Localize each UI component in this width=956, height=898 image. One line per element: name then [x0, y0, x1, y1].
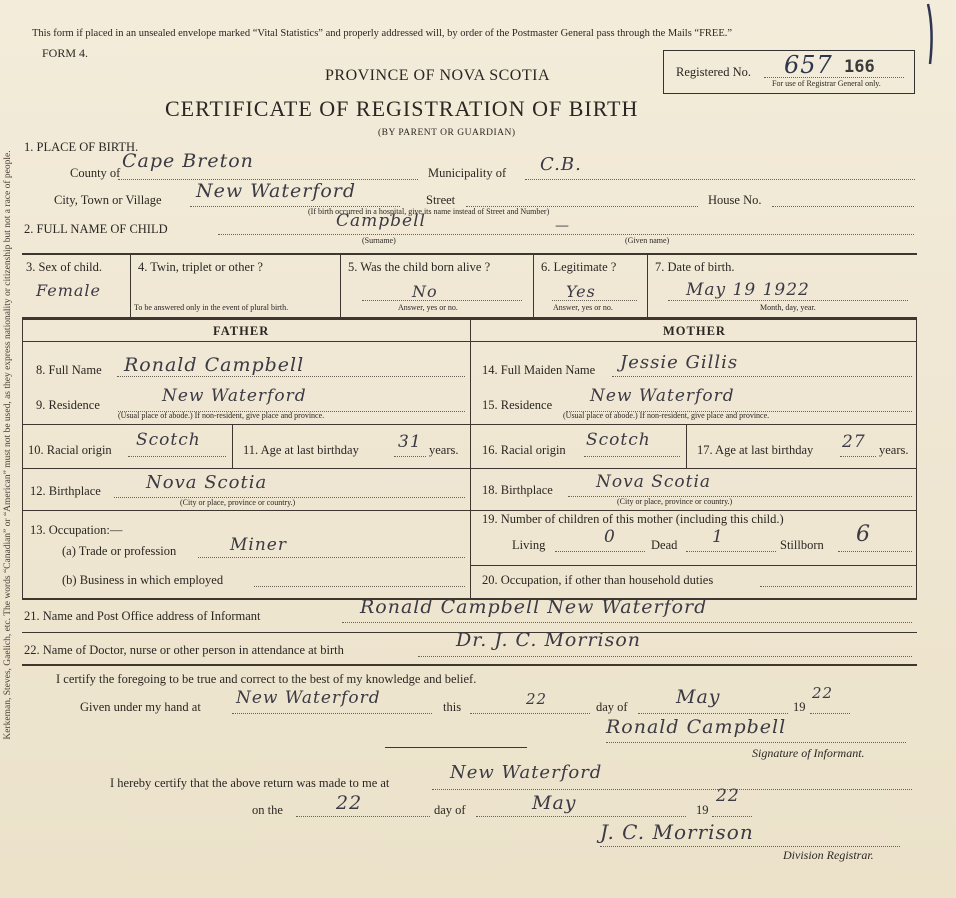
dead-label: Dead [651, 538, 678, 552]
registrar-signature-label: Division Registrar. [783, 848, 874, 862]
given-place-value: New Waterford [236, 688, 381, 708]
informant-signature: Ronald Campbell [606, 716, 787, 738]
registrar-signature: J. C. Morrison [600, 820, 754, 844]
place-heading: 1. PLACE OF BIRTH. [24, 140, 139, 154]
sex-value: Female [36, 281, 101, 300]
dead-value: 1 [712, 527, 724, 547]
father-birthplace-note: (City or place, province or country.) [180, 498, 296, 507]
page-title: CERTIFICATE OF REGISTRATION OF BIRTH [165, 96, 639, 121]
father-residence-note: (Usual place of abode.) If non-resident, give place and province. [118, 411, 325, 420]
hospital-note: (If birth occurred in a hospital, give its name instead of Street and Number) [308, 207, 550, 216]
father-racial-value: Scotch [136, 430, 201, 450]
mother-years-label: years. [879, 443, 909, 457]
municipality-label: Municipality of [428, 166, 507, 180]
father-name-value: Ronald Campbell [124, 354, 305, 376]
mother-occupation-label: 20. Occupation, if other than household duties [482, 573, 714, 587]
trade-label: (a) Trade or profession [62, 544, 177, 558]
this-label: this [443, 700, 462, 714]
informant-signature-label: Signature of Informant. [752, 746, 865, 760]
registrar-day-of-label: day of [434, 803, 466, 817]
date-note: Month, day, year. [760, 303, 816, 312]
occupation-label: 13. Occupation:— [30, 523, 123, 537]
province-heading: PROVINCE OF NOVA SCOTIA [325, 67, 551, 84]
mother-age-label: 17. Age at last birthday [697, 443, 814, 457]
date-label: 7. Date of birth. [655, 260, 735, 274]
registrar-on-the-label: on the [252, 803, 283, 817]
date-value: May 19 1922 [686, 280, 810, 300]
father-heading: FATHER [213, 324, 270, 338]
side-note [0, 10, 13, 890]
mother-birthplace-label: 18. Birthplace [482, 483, 553, 497]
business-label: (b) Business in which employed [62, 573, 224, 587]
certify-year-value: 22 [812, 684, 834, 702]
mother-age-value: 27 [842, 432, 866, 452]
father-age-value: 31 [398, 432, 422, 452]
doctor-label: 22. Name of Doctor, nurse or other person in attendance at birth [24, 643, 344, 657]
mother-name-label: 14. Full Maiden Name [482, 363, 596, 377]
mother-name-value: Jessie Gillis [620, 352, 739, 373]
given-label: Given under my hand at [80, 700, 201, 714]
registered-label: Registered No. [676, 65, 751, 79]
mother-birthplace-note: (City or place, province or country.) [617, 497, 733, 506]
father-name-label: 8. Full Name [36, 363, 102, 377]
pen-mark [920, 0, 940, 70]
doctor-value: Dr. J. C. Morrison [456, 629, 642, 651]
alive-note: Answer, yes or no. [398, 303, 458, 312]
side-note-text: Kerkeman, Steves, Gaelich, etc. The words “Canadian” or “American” must not be used, as they express nationality or citizenship but not a race of people. [3, 150, 13, 740]
county-value: Cape Breton [122, 150, 254, 172]
street-label: Street [426, 193, 456, 207]
registrar-note: For use of Registrar General only. [772, 79, 881, 88]
living-label: Living [512, 538, 546, 552]
father-birthplace-label: 12. Birthplace [30, 484, 101, 498]
twin-label: 4. Twin, triplet or other ? [138, 260, 263, 274]
legit-note: Answer, yes or no. [553, 303, 613, 312]
registered-stamp: 166 [844, 57, 875, 77]
house-label: House No. [708, 193, 762, 207]
mother-residence-label: 15. Residence [482, 398, 553, 412]
legit-value: Yes [566, 282, 596, 301]
certify-year-prefix: 19 [793, 700, 806, 714]
registered-number: 657 [784, 51, 833, 79]
mother-heading: MOTHER [663, 324, 726, 338]
sex-label: 3. Sex of child. [26, 260, 103, 274]
child-given-value: — [555, 218, 570, 234]
stillborn-label: Stillborn [780, 538, 824, 552]
county-label: County of [70, 166, 121, 180]
mother-racial-value: Scotch [586, 430, 651, 450]
registration-box [663, 50, 915, 94]
mother-residence-value: New Waterford [590, 386, 735, 406]
living-value: 0 [604, 527, 616, 547]
children-label: 19. Number of children of this mother (including this child.) [482, 512, 784, 526]
mother-residence-note: (Usual place of abode.) If non-resident, give place and province. [563, 411, 770, 420]
registrar-place-value: New Waterford [450, 762, 603, 783]
certify-day-value: 22 [526, 690, 548, 708]
municipality-value: C.B. [540, 154, 582, 175]
mother-birthplace-value: Nova Scotia [596, 472, 712, 492]
father-age-label: 11. Age at last birthday [243, 443, 359, 457]
registrar-day-value: 22 [336, 792, 363, 814]
legit-label: 6. Legitimate ? [541, 260, 617, 274]
registrar-month-value: May [532, 792, 577, 814]
child-name-label: 2. FULL NAME OF CHILD [24, 222, 168, 236]
father-residence-label: 9. Residence [36, 398, 100, 412]
form-number: FORM 4. [42, 46, 89, 60]
city-label: City, Town or Village [54, 193, 162, 207]
mother-racial-label: 16. Racial origin [482, 443, 566, 457]
certify-day-of-label: day of [596, 700, 628, 714]
certify-month-value: May [676, 686, 721, 708]
registrar-statement: I hereby certify that the above return was made to me at [110, 776, 390, 790]
registrar-year-value: 22 [716, 786, 740, 806]
father-years-label: years. [429, 443, 459, 457]
twin-note: To be answered only in the event of plural birth. [134, 303, 289, 312]
informant-value: Ronald Campbell New Waterford [360, 596, 708, 618]
informant-label: 21. Name and Post Office address of Informant [24, 609, 261, 623]
certify-statement: I certify the foregoing to be true and correct to the best of my knowledge and belief. [56, 672, 477, 686]
father-birthplace-value: Nova Scotia [146, 472, 268, 493]
alive-value: No [412, 282, 438, 301]
surname-note: (Surname) [362, 236, 396, 245]
given-note: (Given name) [625, 236, 670, 245]
trade-value: Miner [230, 535, 287, 555]
page-subtitle: (BY PARENT OR GUARDIAN) [378, 128, 516, 138]
registrar-year-prefix: 19 [696, 803, 709, 817]
father-residence-value: New Waterford [162, 386, 307, 406]
stillborn-value: 6 [856, 522, 871, 547]
postal-notice: This form if placed in an unsealed envelope marked “Vital Statistics” and properly addressed will, by order of the Postmaster General pass through the Mails “FREE.” [32, 28, 733, 39]
city-value: New Waterford [196, 180, 357, 202]
alive-label: 5. Was the child born alive ? [348, 260, 491, 274]
child-surname-value: Campbell [336, 211, 426, 231]
father-racial-label: 10. Racial origin [28, 443, 112, 457]
